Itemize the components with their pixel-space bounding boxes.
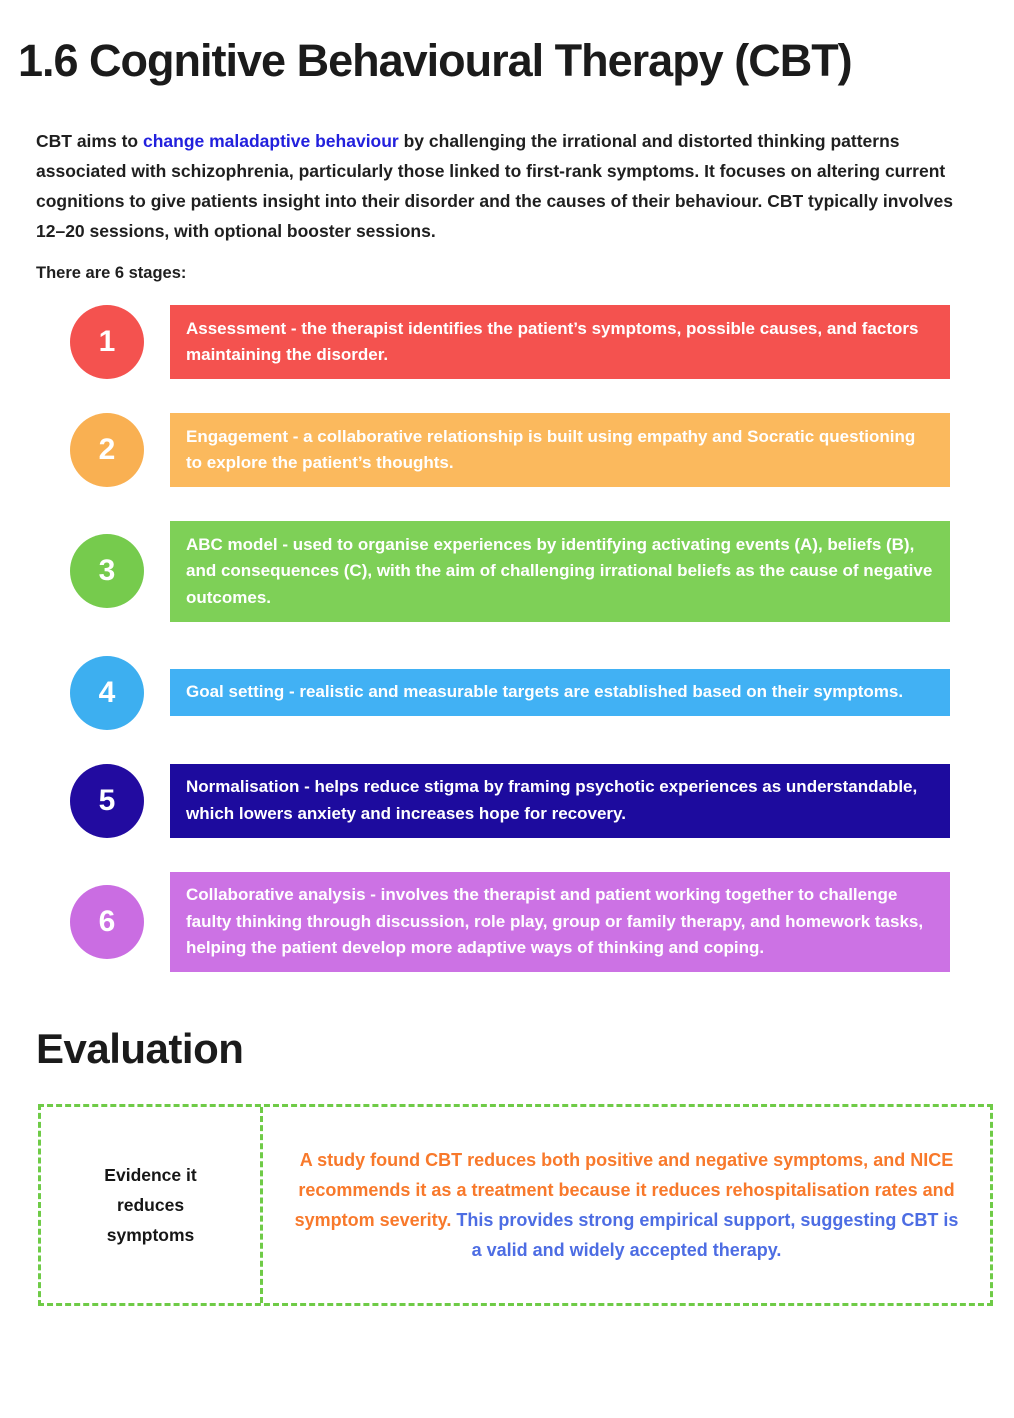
intro-text-rest: by challenging the irrational and distorted thinking patterns associated with schizophrenia, particularly those linked to first-rank symptoms. It focuses on altering current cognitions to give patients insight into their disorder and the causes of their behaviour. CBT typically involves 12–20 sessions, with optional booster sessions. [36,131,953,241]
evaluation-point-cell [263,1107,990,1303]
stage-row-4 [0,656,1014,730]
stage-5-description-box: Normalisation - helps reduce stigma by framing psychotic experiences as understandable, which lowers anxiety and increases hope for recovery. [170,764,950,838]
stage-1-number-badge: 1 [70,305,144,379]
stage-1-description-box: Assessment - the therapist identifies the patient’s symptoms, possible causes, and factors maintaining the disorder. [170,305,950,379]
stage-3-number-badge: 3 [70,534,144,608]
stage-6-description-box: Collaborative analysis - involves the therapist and patient working together to challenge faulty thinking through discussion, role play, group or family therapy, and homework tasks, helping the patient develop more adaptive ways of thinking and coping. [170,872,950,973]
stage-3-description-box: ABC model - used to organise experiences by identifying activating events (A), beliefs (B), and consequences (C), with the aim of challenging irrational beliefs as the cause of negative outcomes. [170,521,950,622]
stages-count-label: There are 6 stages: [36,264,187,282]
stage-row-5 [0,764,1014,838]
intro-highlight-link[interactable]: change maladaptive behaviour [142,131,399,151]
evaluation-conclusion-text: This provides strong empirical support, suggesting CBT is a valid and widely accepted therapy. [456,1210,959,1260]
stage-5-number-badge: 5 [70,764,144,838]
stage-2-description-box: Engagement - a collaborative relationship is built using empathy and Socratic questioning to explore the patient’s thoughts. [170,413,950,487]
stage-row-6 [0,872,1014,973]
evaluation-point-label: Evidence it reduces symptoms [41,1107,263,1303]
evaluation-table [38,1104,993,1306]
stage-4-number-badge: 4 [70,656,144,730]
intro-paragraph [36,126,984,246]
evaluation-point-text [291,1145,962,1265]
stage-4-description-box: Goal setting - realistic and measurable targets are established based on their symptoms. [170,669,950,717]
stage-2-number-badge: 2 [70,413,144,487]
stage-6-number-badge: 6 [70,885,144,959]
evaluation-finding-text: A study found CBT reduces both positive and negative symptoms, and NICE recommends it as a treatment because it reduces rehospitalisation rates and symptom severity. [294,1150,955,1230]
stage-row-3 [0,521,1014,622]
page-title: 1.6 Cognitive Behavioural Therapy (CBT) [18,35,852,86]
evaluation-heading: Evaluation [36,1025,244,1072]
stage-row-2 [0,413,1014,487]
stages-list [0,305,1014,972]
stage-row-1 [0,305,1014,379]
intro-text-start: CBT aims to [36,131,143,151]
